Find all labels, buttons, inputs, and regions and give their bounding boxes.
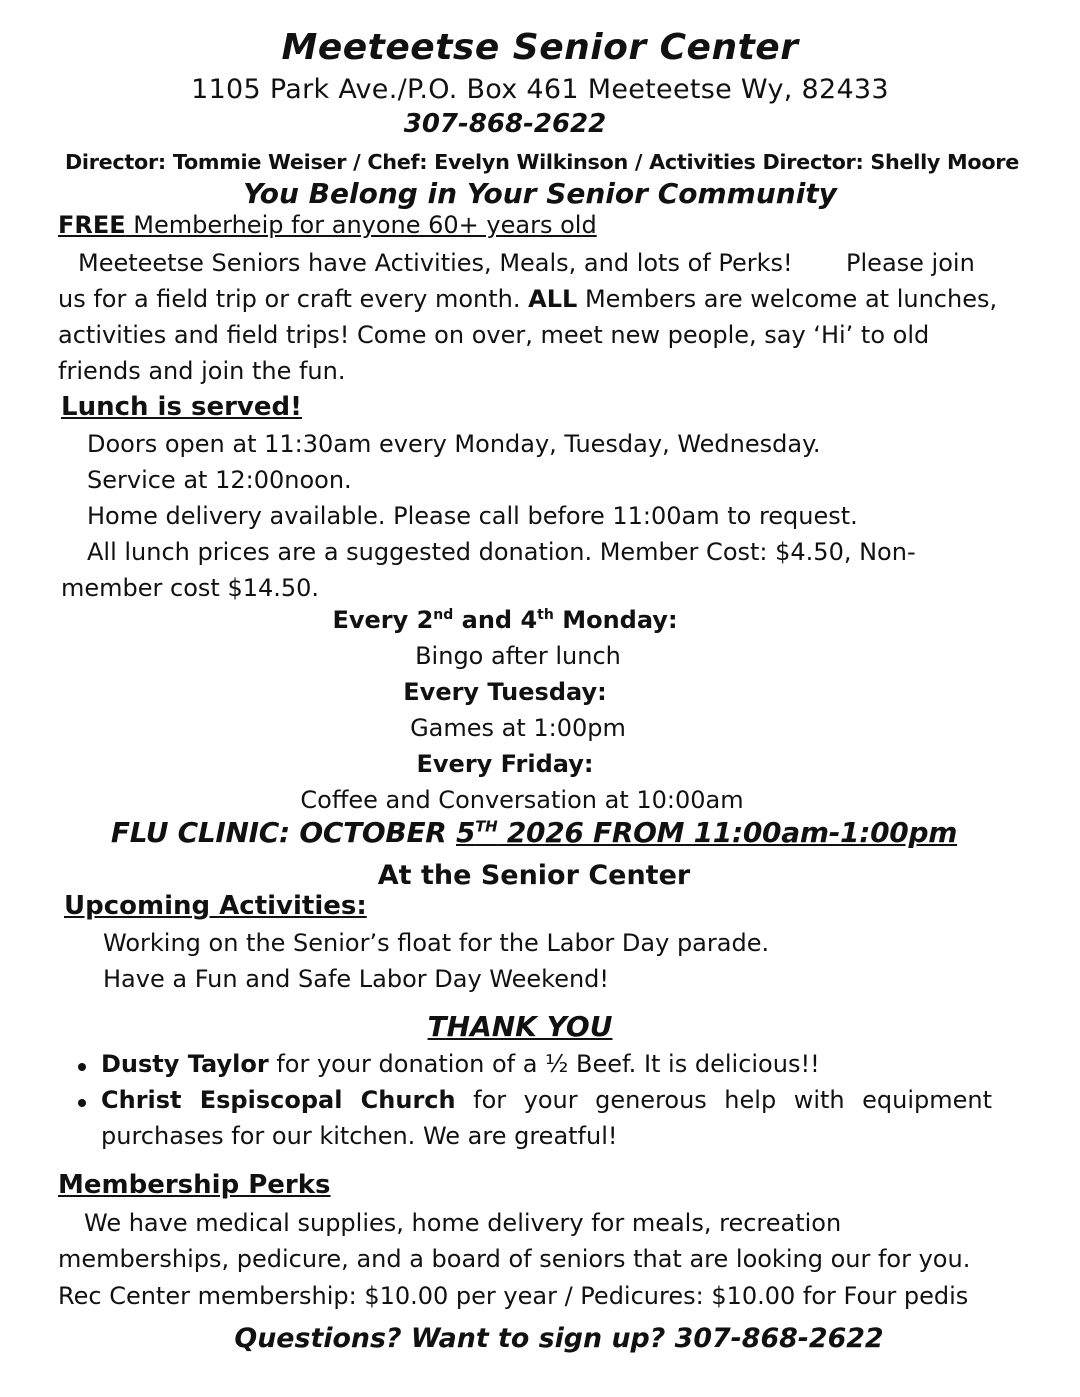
free-membership-text: Memberheip for anyone 60+ years old — [125, 211, 597, 239]
thanks-item-2-name: Christ Espiscopal Church — [101, 1086, 456, 1114]
flu-day-suffix: TH — [475, 817, 498, 836]
thanks-item-2-line-2: purchases for our kitchen. We are greatful! — [101, 1122, 618, 1150]
schedule-tuesday-heading: Every Tuesday: — [403, 678, 607, 706]
monday-text-a: Every 2 — [332, 606, 434, 634]
phone-number: 307-868-2622 — [403, 109, 607, 139]
flu-text-post: 2026 FROM 11:00am-1:00pm — [497, 816, 958, 849]
free-word: FREE — [58, 211, 126, 239]
schedule-tuesday-desc: Games at 1:00pm — [410, 714, 626, 742]
perks-line-3: Rec Center membership: $10.00 per year / Pedicures: $10.00 for Four pedis — [58, 1282, 969, 1310]
upcoming-heading: Upcoming Activities: — [64, 891, 367, 921]
flu-location: At the Senior Center — [377, 860, 691, 891]
tagline: You Belong in Your Senior Community — [243, 177, 837, 210]
thanks-item-1-name: Dusty Taylor — [101, 1050, 269, 1078]
lunch-line-3: Home delivery available. Please call before 11:00am to request. — [87, 502, 858, 530]
thanks-item-2-text: for your generous help with equipment — [455, 1086, 992, 1114]
intro-line-2 — [58, 287, 997, 311]
intro-line-1: Meeteetse Seniors have Activities, Meals, and lots of Perks! Please join — [78, 249, 975, 277]
thanks-item-2 — [101, 1088, 992, 1112]
flu-date-underlined — [456, 816, 957, 849]
lunch-line-5: member cost $14.50. — [61, 574, 320, 602]
perks-heading: Membership Perks — [58, 1170, 331, 1200]
monday-text-b: and 4 — [453, 606, 538, 634]
intro-line-2-pre: us for a field trip or craft every month. — [58, 285, 529, 313]
center-title: Meeteetse Senior Center — [281, 27, 799, 68]
flu-clinic-line — [0, 816, 1068, 849]
lunch-heading: Lunch is served! — [61, 392, 302, 422]
monday-sup-2: th — [537, 607, 554, 623]
intro-line-2-post: Members are welcome at lunches, — [577, 285, 998, 313]
thank-you-heading: THANK YOU — [427, 1010, 613, 1043]
monday-sup-1: nd — [433, 607, 454, 623]
thanks-item-1-text: for your donation of a ½ Beef. It is delicious!! — [268, 1050, 820, 1078]
perks-line-1: We have medical supplies, home delivery for meals, recreation — [84, 1209, 842, 1237]
questions-footer: Questions? Want to sign up? 307-868-2622 — [234, 1323, 884, 1354]
bullet-icon — [78, 1099, 86, 1107]
schedule-monday-heading — [0, 608, 1010, 632]
schedule-friday-heading: Every Friday: — [416, 750, 594, 778]
free-membership-line — [58, 213, 597, 237]
flu-text-pre: FLU CLINIC: OCTOBER — [110, 816, 456, 849]
upcoming-line-2: Have a Fun and Safe Labor Day Weekend! — [103, 965, 610, 993]
staff-line: Director: Tommie Weiser / Chef: Evelyn Wilkinson / Activities Director: Shelly Moore — [64, 150, 1020, 174]
schedule-friday-desc: Coffee and Conversation at 10:00am — [300, 786, 744, 814]
flu-day: 5 — [456, 816, 476, 849]
schedule-monday-desc: Bingo after lunch — [415, 642, 621, 670]
intro-line-4: friends and join the fun. — [58, 357, 346, 385]
bullet-icon — [78, 1063, 86, 1071]
monday-text-c: Monday: — [553, 606, 678, 634]
thanks-item-1 — [101, 1052, 820, 1076]
address: 1105 Park Ave./P.O. Box 461 Meeteetse Wy, 82433 — [191, 74, 889, 105]
lunch-line-2: Service at 12:00noon. — [87, 466, 352, 494]
perks-line-2: memberships, pedicure, and a board of seniors that are looking our for you. — [58, 1245, 971, 1273]
intro-line-3: activities and field trips! Come on over, meet new people, say ‘Hi’ to old — [58, 321, 930, 349]
lunch-line-1: Doors open at 11:30am every Monday, Tuesday, Wednesday. — [87, 430, 821, 458]
lunch-line-4: All lunch prices are a suggested donation. Member Cost: $4.50, Non- — [87, 538, 916, 566]
intro-all-bold: ALL — [528, 285, 578, 313]
upcoming-line-1: Working on the Senior’s float for the Labor Day parade. — [103, 929, 770, 957]
